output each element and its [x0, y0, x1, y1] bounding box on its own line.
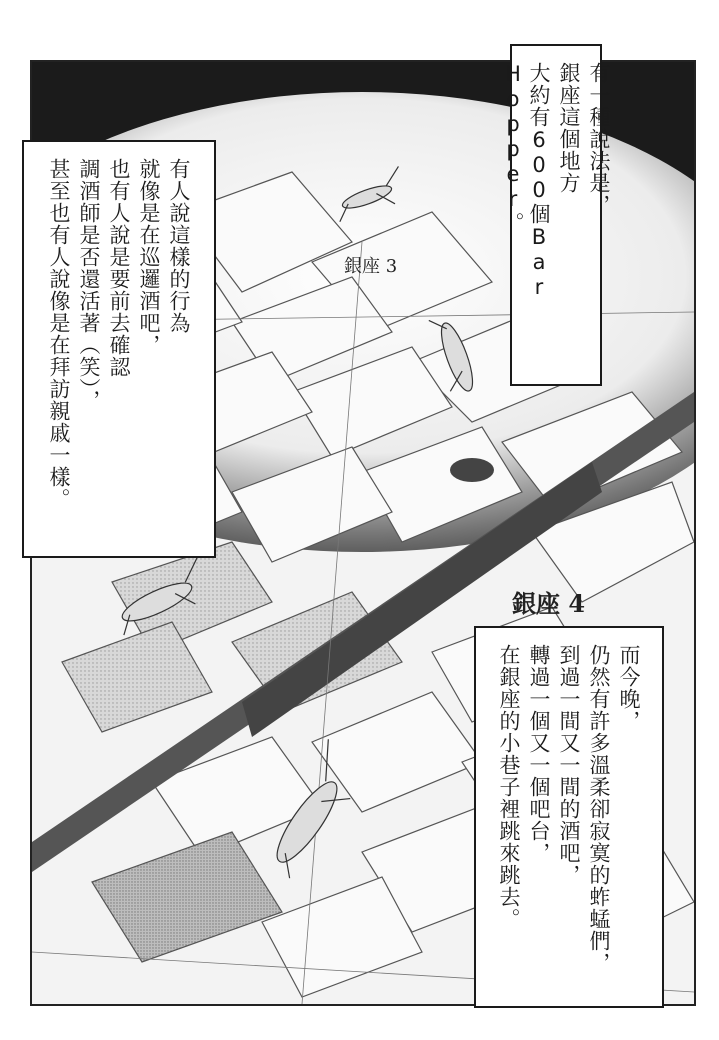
caption-line: 而今晚，: [617, 644, 641, 732]
caption-top-left: [22, 140, 216, 558]
caption-line: 就像是在巡邏酒吧，: [137, 158, 161, 356]
district-label-ginza3: 銀座 3: [344, 256, 398, 277]
caption-line: 有一種說法是，: [587, 62, 611, 216]
caption-line: 到過一間又一間的酒吧，: [557, 644, 581, 886]
caption-line: 有人說這樣的行為: [167, 158, 191, 334]
caption-line: 甚至也有人說像是在拜訪親戚一樣。: [47, 158, 71, 510]
caption-line: 也有人說是要前去確認: [107, 158, 131, 378]
caption-line: 仍然有許多溫柔卻寂寞的蚱蜢們，: [587, 644, 611, 974]
shadow: [450, 458, 494, 482]
caption-line: 轉過一個又一個吧台，: [527, 644, 551, 864]
caption-line: 大約有600個Bar Hopper。: [501, 62, 551, 300]
caption-line: 在銀座的小巷子裡跳來跳去。: [497, 644, 521, 930]
caption-line: 銀座這個地方: [557, 62, 581, 194]
district-label-ginza4: 銀座 4: [512, 589, 586, 618]
caption-top-right: [501, 44, 611, 386]
caption-bottom-right: [474, 626, 664, 1008]
caption-line: 調酒師是否還活著（笑），: [77, 158, 101, 412]
